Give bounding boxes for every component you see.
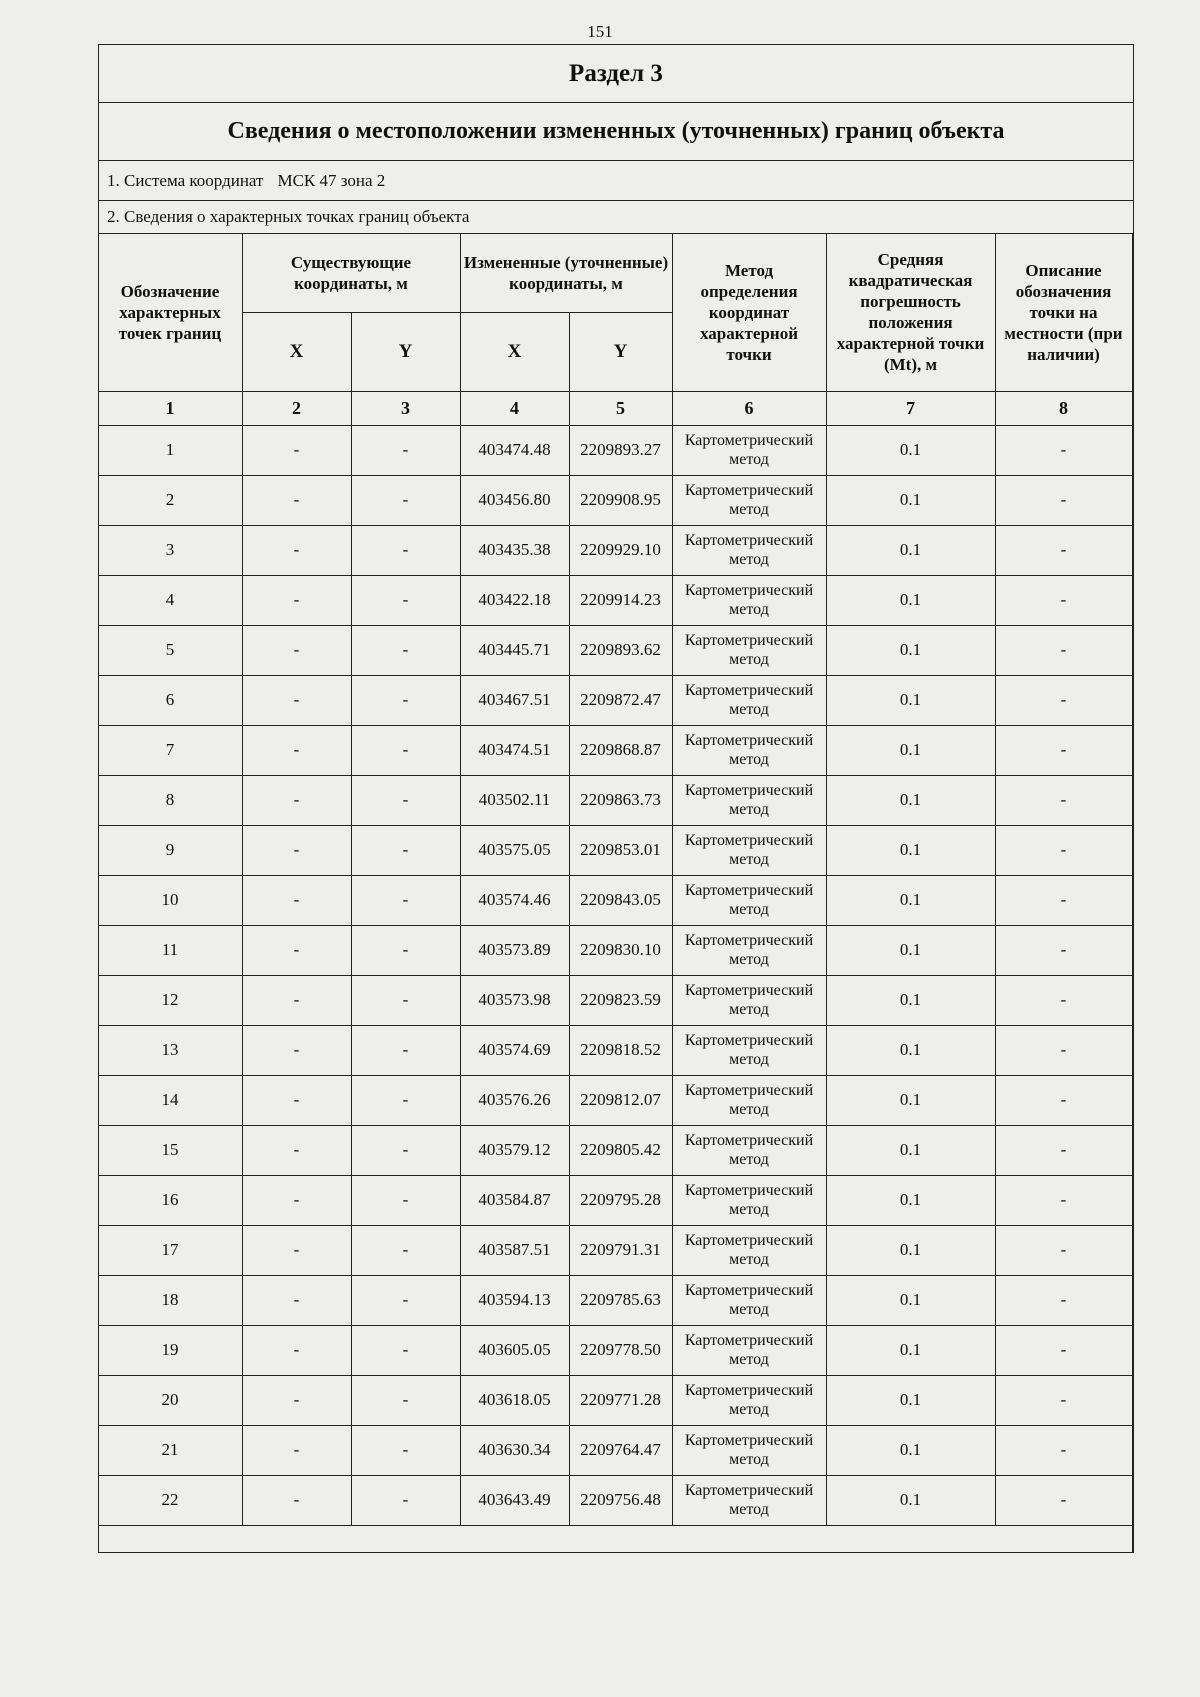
changed-y-cell: 2209853.01 — [569, 825, 672, 875]
changed-y-cell: 2209764.47 — [569, 1425, 672, 1475]
point-number-cell: 10 — [98, 875, 242, 925]
error-cell: 0.1 — [826, 1475, 995, 1525]
changed-y-cell: 2209823.59 — [569, 975, 672, 1025]
point-number-cell: 22 — [98, 1475, 242, 1525]
document-title: Сведения о местоположении измененных (уточненных) границ объекта — [99, 103, 1133, 161]
existing-x-cell: - — [242, 1425, 351, 1475]
description-cell: - — [995, 975, 1132, 1025]
changed-y-cell: 2209791.31 — [569, 1225, 672, 1275]
existing-y-cell: - — [351, 525, 460, 575]
point-number-cell: 13 — [98, 1025, 242, 1075]
existing-x-cell: - — [242, 1275, 351, 1325]
existing-x-cell: - — [242, 1475, 351, 1525]
point-number-cell: 3 — [98, 525, 242, 575]
existing-x-cell: - — [242, 1225, 351, 1275]
table-row — [98, 1075, 1132, 1125]
point-number-cell: 17 — [98, 1225, 242, 1275]
table-row — [98, 625, 1132, 675]
changed-x-cell: 403576.26 — [460, 1075, 569, 1125]
table-row — [98, 1425, 1132, 1475]
description-cell: - — [995, 1125, 1132, 1175]
table-row — [98, 1275, 1132, 1325]
error-cell: 0.1 — [826, 525, 995, 575]
header-changed: Измененные (уточненные) координаты, м — [460, 233, 672, 312]
table-row — [98, 975, 1132, 1025]
method-cell: Картометрический метод — [672, 475, 826, 525]
existing-x-cell: - — [242, 425, 351, 475]
method-cell: Картометрический метод — [672, 575, 826, 625]
changed-x-cell: 403643.49 — [460, 1475, 569, 1525]
table-row — [98, 825, 1132, 875]
description-cell: - — [995, 675, 1132, 725]
column-number: 6 — [672, 391, 826, 425]
boundary-points-table — [98, 233, 1133, 1553]
error-cell: 0.1 — [826, 975, 995, 1025]
changed-x-cell: 403435.38 — [460, 525, 569, 575]
existing-y-cell: - — [351, 425, 460, 475]
description-cell: - — [995, 1225, 1132, 1275]
point-number-cell: 6 — [98, 675, 242, 725]
description-cell: - — [995, 425, 1132, 475]
error-cell: 0.1 — [826, 725, 995, 775]
existing-y-cell: - — [351, 1075, 460, 1125]
error-cell: 0.1 — [826, 575, 995, 625]
existing-y-cell: - — [351, 625, 460, 675]
point-number-cell: 15 — [98, 1125, 242, 1175]
description-cell: - — [995, 1325, 1132, 1375]
method-cell: Картометрический метод — [672, 425, 826, 475]
existing-x-cell: - — [242, 675, 351, 725]
changed-y-cell: 2209818.52 — [569, 1025, 672, 1075]
changed-x-cell: 403573.98 — [460, 975, 569, 1025]
error-cell: 0.1 — [826, 1225, 995, 1275]
existing-y-cell: - — [351, 675, 460, 725]
changed-y-cell: 2209893.27 — [569, 425, 672, 475]
header-changed-x: X — [460, 312, 569, 391]
description-cell: - — [995, 775, 1132, 825]
header-existing-x: X — [242, 312, 351, 391]
changed-x-cell: 403574.46 — [460, 875, 569, 925]
column-number: 2 — [242, 391, 351, 425]
existing-y-cell: - — [351, 1225, 460, 1275]
changed-y-cell: 2209872.47 — [569, 675, 672, 725]
changed-x-cell: 403584.87 — [460, 1175, 569, 1225]
changed-x-cell: 403456.80 — [460, 475, 569, 525]
error-cell: 0.1 — [826, 1425, 995, 1475]
document-frame — [98, 44, 1134, 1553]
existing-y-cell: - — [351, 875, 460, 925]
changed-y-cell: 2209795.28 — [569, 1175, 672, 1225]
changed-y-cell: 2209778.50 — [569, 1325, 672, 1375]
existing-y-cell: - — [351, 1025, 460, 1075]
point-number-cell: 2 — [98, 475, 242, 525]
empty-cell — [98, 1525, 1132, 1552]
table-row — [98, 1175, 1132, 1225]
point-number-cell: 19 — [98, 1325, 242, 1375]
changed-y-cell: 2209756.48 — [569, 1475, 672, 1525]
method-cell: Картометрический метод — [672, 825, 826, 875]
changed-y-cell: 2209908.95 — [569, 475, 672, 525]
point-number-cell: 21 — [98, 1425, 242, 1475]
changed-x-cell: 403587.51 — [460, 1225, 569, 1275]
table-body — [98, 425, 1132, 1525]
description-cell: - — [995, 725, 1132, 775]
existing-x-cell: - — [242, 625, 351, 675]
existing-x-cell: - — [242, 975, 351, 1025]
error-cell: 0.1 — [826, 1025, 995, 1075]
changed-y-cell: 2209785.63 — [569, 1275, 672, 1325]
existing-x-cell: - — [242, 925, 351, 975]
existing-x-cell: - — [242, 1075, 351, 1125]
point-number-cell: 11 — [98, 925, 242, 975]
changed-x-cell: 403474.51 — [460, 725, 569, 775]
point-number-cell: 20 — [98, 1375, 242, 1425]
description-cell: - — [995, 1425, 1132, 1475]
changed-x-cell: 403605.05 — [460, 1325, 569, 1375]
changed-x-cell: 403618.05 — [460, 1375, 569, 1425]
existing-y-cell: - — [351, 975, 460, 1025]
method-cell: Картометрический метод — [672, 625, 826, 675]
point-number-cell: 12 — [98, 975, 242, 1025]
changed-x-cell: 403422.18 — [460, 575, 569, 625]
method-cell: Картометрический метод — [672, 775, 826, 825]
method-cell: Картометрический метод — [672, 1075, 826, 1125]
coord-system-row — [99, 161, 1133, 201]
existing-y-cell: - — [351, 1375, 460, 1425]
changed-x-cell: 403467.51 — [460, 675, 569, 725]
point-number-cell: 14 — [98, 1075, 242, 1125]
existing-x-cell: - — [242, 1375, 351, 1425]
header-changed-y: Y — [569, 312, 672, 391]
error-cell: 0.1 — [826, 675, 995, 725]
existing-x-cell: - — [242, 725, 351, 775]
error-cell: 0.1 — [826, 1375, 995, 1425]
column-number: 5 — [569, 391, 672, 425]
point-number-cell: 18 — [98, 1275, 242, 1325]
column-number: 1 — [98, 391, 242, 425]
table-row — [98, 1025, 1132, 1075]
point-number-cell: 16 — [98, 1175, 242, 1225]
description-cell: - — [995, 825, 1132, 875]
coord-system-value: МСК 47 зона 2 — [277, 170, 386, 190]
table-row — [98, 875, 1132, 925]
changed-y-cell: 2209771.28 — [569, 1375, 672, 1425]
table-row — [98, 1375, 1132, 1425]
existing-y-cell: - — [351, 1425, 460, 1475]
method-cell: Картометрический метод — [672, 1125, 826, 1175]
existing-y-cell: - — [351, 1475, 460, 1525]
table-row — [98, 725, 1132, 775]
table-row — [98, 575, 1132, 625]
method-cell: Картометрический метод — [672, 1475, 826, 1525]
existing-x-cell: - — [242, 775, 351, 825]
empty-row — [98, 1525, 1132, 1552]
changed-y-cell: 2209868.87 — [569, 725, 672, 775]
changed-x-cell: 403594.13 — [460, 1275, 569, 1325]
point-number-cell: 8 — [98, 775, 242, 825]
description-cell: - — [995, 1275, 1132, 1325]
description-cell: - — [995, 475, 1132, 525]
point-number-cell: 1 — [98, 425, 242, 475]
existing-x-cell: - — [242, 575, 351, 625]
description-cell: - — [995, 575, 1132, 625]
changed-x-cell: 403630.34 — [460, 1425, 569, 1475]
table-row — [98, 675, 1132, 725]
point-number-cell: 4 — [98, 575, 242, 625]
table-row — [98, 475, 1132, 525]
existing-x-cell: - — [242, 1175, 351, 1225]
existing-y-cell: - — [351, 575, 460, 625]
point-number-cell: 7 — [98, 725, 242, 775]
coord-system-label: 1. Система координат — [107, 170, 264, 190]
table-row — [98, 925, 1132, 975]
description-cell: - — [995, 525, 1132, 575]
changed-y-cell: 2209830.10 — [569, 925, 672, 975]
changed-y-cell: 2209812.07 — [569, 1075, 672, 1125]
existing-x-cell: - — [242, 475, 351, 525]
point-number-cell: 9 — [98, 825, 242, 875]
existing-x-cell: - — [242, 1325, 351, 1375]
existing-x-cell: - — [242, 525, 351, 575]
header-existing: Существующие координаты, м — [242, 233, 460, 312]
existing-y-cell: - — [351, 475, 460, 525]
error-cell: 0.1 — [826, 1175, 995, 1225]
description-cell: - — [995, 1025, 1132, 1075]
error-cell: 0.1 — [826, 1325, 995, 1375]
header-method: Метод определения координат характерной точки — [672, 233, 826, 391]
existing-x-cell: - — [242, 875, 351, 925]
changed-y-cell: 2209843.05 — [569, 875, 672, 925]
method-cell: Картометрический метод — [672, 1375, 826, 1425]
error-cell: 0.1 — [826, 1275, 995, 1325]
existing-y-cell: - — [351, 925, 460, 975]
column-number: 7 — [826, 391, 995, 425]
method-cell: Картометрический метод — [672, 1275, 826, 1325]
method-cell: Картометрический метод — [672, 675, 826, 725]
description-cell: - — [995, 1375, 1132, 1425]
table-row — [98, 1125, 1132, 1175]
changed-y-cell: 2209914.23 — [569, 575, 672, 625]
page-number: 151 — [587, 22, 613, 41]
changed-y-cell: 2209893.62 — [569, 625, 672, 675]
existing-y-cell: - — [351, 1275, 460, 1325]
existing-y-cell: - — [351, 775, 460, 825]
changed-x-cell: 403573.89 — [460, 925, 569, 975]
description-cell: - — [995, 1075, 1132, 1125]
error-cell: 0.1 — [826, 625, 995, 675]
method-cell: Картометрический метод — [672, 1225, 826, 1275]
method-cell: Картометрический метод — [672, 1425, 826, 1475]
table-row — [98, 775, 1132, 825]
existing-y-cell: - — [351, 1175, 460, 1225]
error-cell: 0.1 — [826, 1075, 995, 1125]
table-row — [98, 1225, 1132, 1275]
method-cell: Картометрический метод — [672, 725, 826, 775]
header-existing-y: Y — [351, 312, 460, 391]
method-cell: Картометрический метод — [672, 1325, 826, 1375]
changed-y-cell: 2209929.10 — [569, 525, 672, 575]
description-cell: - — [995, 925, 1132, 975]
column-numbers-row — [98, 391, 1132, 425]
column-number: 8 — [995, 391, 1132, 425]
method-cell: Картометрический метод — [672, 1175, 826, 1225]
error-cell: 0.1 — [826, 775, 995, 825]
method-cell: Картометрический метод — [672, 875, 826, 925]
column-number: 3 — [351, 391, 460, 425]
error-cell: 0.1 — [826, 475, 995, 525]
point-number-cell: 5 — [98, 625, 242, 675]
existing-y-cell: - — [351, 725, 460, 775]
description-cell: - — [995, 625, 1132, 675]
existing-y-cell: - — [351, 1125, 460, 1175]
column-number: 4 — [460, 391, 569, 425]
changed-x-cell: 403502.11 — [460, 775, 569, 825]
description-cell: - — [995, 1175, 1132, 1225]
header-designation: Обозначение характерных точек границ — [98, 233, 242, 391]
existing-x-cell: - — [242, 1025, 351, 1075]
points-heading: 2. Сведения о характерных точках границ объекта — [99, 201, 1133, 234]
section-title: Раздел 3 — [99, 45, 1133, 103]
table-row — [98, 425, 1132, 475]
method-cell: Картометрический метод — [672, 975, 826, 1025]
changed-x-cell: 403575.05 — [460, 825, 569, 875]
existing-y-cell: - — [351, 1325, 460, 1375]
existing-x-cell: - — [242, 825, 351, 875]
changed-x-cell: 403579.12 — [460, 1125, 569, 1175]
header-description: Описание обозначения точки на местности (при наличии) — [995, 233, 1132, 391]
table-row — [98, 1475, 1132, 1525]
description-cell: - — [995, 1475, 1132, 1525]
changed-x-cell: 403474.48 — [460, 425, 569, 475]
description-cell: - — [995, 875, 1132, 925]
error-cell: 0.1 — [826, 1125, 995, 1175]
existing-x-cell: - — [242, 1125, 351, 1175]
method-cell: Картометрический метод — [672, 1025, 826, 1075]
error-cell: 0.1 — [826, 875, 995, 925]
method-cell: Картометрический метод — [672, 525, 826, 575]
changed-y-cell: 2209863.73 — [569, 775, 672, 825]
existing-y-cell: - — [351, 825, 460, 875]
changed-x-cell: 403445.71 — [460, 625, 569, 675]
changed-x-cell: 403574.69 — [460, 1025, 569, 1075]
changed-y-cell: 2209805.42 — [569, 1125, 672, 1175]
table-row — [98, 1325, 1132, 1375]
table-row — [98, 525, 1132, 575]
header-error: Средняя квадратическая погрешность положения характерной точки (Mt), м — [826, 233, 995, 391]
error-cell: 0.1 — [826, 825, 995, 875]
method-cell: Картометрический метод — [672, 925, 826, 975]
error-cell: 0.1 — [826, 925, 995, 975]
error-cell: 0.1 — [826, 425, 995, 475]
